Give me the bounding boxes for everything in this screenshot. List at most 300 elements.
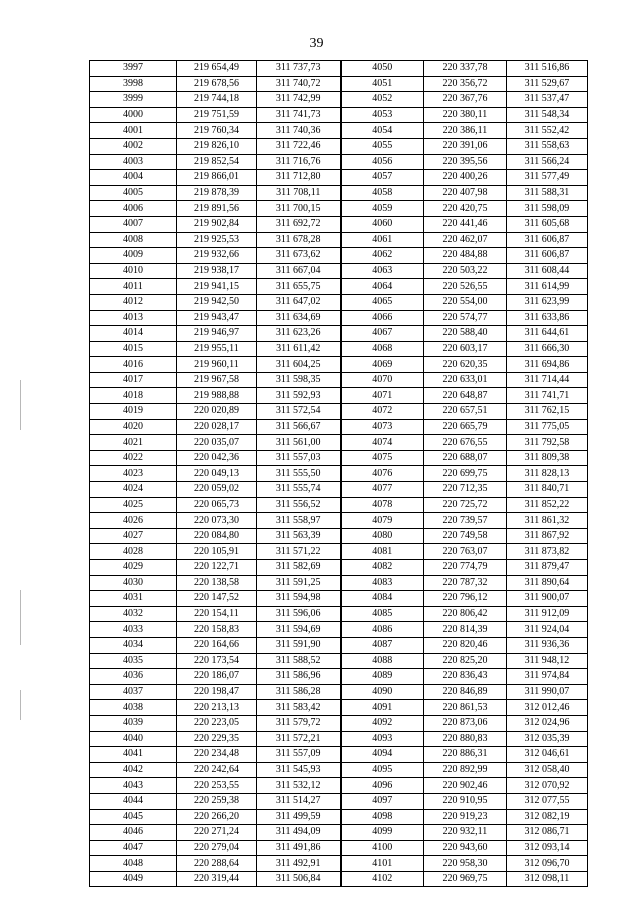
point-number-cell: 4025 xyxy=(90,497,177,513)
scan-margin-mark xyxy=(20,690,21,720)
y-coordinate-cell: 312 086,71 xyxy=(507,825,588,841)
x-coordinate-cell: 220 356,72 xyxy=(424,76,507,92)
y-coordinate-cell: 311 491,86 xyxy=(257,840,341,856)
x-coordinate-cell: 220 259,38 xyxy=(177,793,257,809)
point-number-cell: 4003 xyxy=(90,154,177,170)
table-row xyxy=(90,871,588,887)
y-coordinate-cell: 311 532,12 xyxy=(257,778,341,794)
y-coordinate-cell: 311 545,93 xyxy=(257,762,341,778)
x-coordinate-cell: 219 744,18 xyxy=(177,92,257,108)
y-coordinate-cell: 311 740,72 xyxy=(257,76,341,92)
x-coordinate-cell: 220 657,51 xyxy=(424,404,507,420)
x-coordinate-cell: 220 796,12 xyxy=(424,591,507,607)
table-row xyxy=(90,170,588,186)
x-coordinate-cell: 220 806,42 xyxy=(424,606,507,622)
table-row xyxy=(90,466,588,482)
y-coordinate-cell: 311 566,24 xyxy=(507,154,588,170)
x-coordinate-cell: 219 955,11 xyxy=(177,341,257,357)
x-coordinate-cell: 220 084,80 xyxy=(177,528,257,544)
x-coordinate-cell: 220 173,54 xyxy=(177,653,257,669)
y-coordinate-cell: 311 974,84 xyxy=(507,669,588,685)
y-coordinate-cell: 312 035,39 xyxy=(507,731,588,747)
y-coordinate-cell: 311 605,68 xyxy=(507,216,588,232)
table-row xyxy=(90,715,588,731)
table-row xyxy=(90,294,588,310)
point-number-cell: 4067 xyxy=(341,326,424,342)
point-number-cell: 4055 xyxy=(341,138,424,154)
x-coordinate-cell: 220 588,40 xyxy=(424,326,507,342)
y-coordinate-cell: 311 506,84 xyxy=(257,871,341,887)
point-number-cell: 4031 xyxy=(90,591,177,607)
y-coordinate-cell: 311 667,04 xyxy=(257,263,341,279)
y-coordinate-cell: 311 594,98 xyxy=(257,591,341,607)
point-number-cell: 4094 xyxy=(341,747,424,763)
table-row xyxy=(90,435,588,451)
y-coordinate-cell: 311 936,36 xyxy=(507,637,588,653)
page-number: 39 xyxy=(309,36,324,51)
point-number-cell: 4006 xyxy=(90,201,177,217)
x-coordinate-cell: 219 852,54 xyxy=(177,154,257,170)
x-coordinate-cell: 219 932,66 xyxy=(177,248,257,264)
table-row xyxy=(90,419,588,435)
y-coordinate-cell: 311 792,58 xyxy=(507,435,588,451)
point-number-cell: 4092 xyxy=(341,715,424,731)
y-coordinate-cell: 311 647,02 xyxy=(257,294,341,310)
table-row xyxy=(90,840,588,856)
y-coordinate-cell: 311 741,71 xyxy=(507,388,588,404)
table-row xyxy=(90,747,588,763)
x-coordinate-cell: 219 942,50 xyxy=(177,294,257,310)
point-number-cell: 4065 xyxy=(341,294,424,310)
x-coordinate-cell: 220 554,00 xyxy=(424,294,507,310)
table-row xyxy=(90,809,588,825)
y-coordinate-cell: 311 583,42 xyxy=(257,700,341,716)
point-number-cell: 4051 xyxy=(341,76,424,92)
x-coordinate-cell: 220 319,44 xyxy=(177,871,257,887)
coordinates-table xyxy=(89,60,588,887)
point-number-cell: 4077 xyxy=(341,482,424,498)
x-coordinate-cell: 220 391,06 xyxy=(424,138,507,154)
y-coordinate-cell: 311 591,25 xyxy=(257,575,341,591)
x-coordinate-cell: 220 213,13 xyxy=(177,700,257,716)
y-coordinate-cell: 311 577,49 xyxy=(507,170,588,186)
point-number-cell: 4100 xyxy=(341,840,424,856)
point-number-cell: 4072 xyxy=(341,404,424,420)
point-number-cell: 4008 xyxy=(90,232,177,248)
table-row xyxy=(90,388,588,404)
x-coordinate-cell: 220 919,23 xyxy=(424,809,507,825)
table-row xyxy=(90,622,588,638)
table-row xyxy=(90,263,588,279)
point-number-cell: 4098 xyxy=(341,809,424,825)
table-row xyxy=(90,856,588,872)
x-coordinate-cell: 219 902,84 xyxy=(177,216,257,232)
point-number-cell: 3999 xyxy=(90,92,177,108)
point-number-cell: 4021 xyxy=(90,435,177,451)
y-coordinate-cell: 311 633,86 xyxy=(507,310,588,326)
point-number-cell: 4034 xyxy=(90,637,177,653)
point-number-cell: 4073 xyxy=(341,419,424,435)
y-coordinate-cell: 311 809,38 xyxy=(507,450,588,466)
point-number-cell: 4076 xyxy=(341,466,424,482)
y-coordinate-cell: 311 861,32 xyxy=(507,513,588,529)
point-number-cell: 4032 xyxy=(90,606,177,622)
point-number-cell: 4040 xyxy=(90,731,177,747)
point-number-cell: 4075 xyxy=(341,450,424,466)
y-coordinate-cell: 311 694,86 xyxy=(507,357,588,373)
y-coordinate-cell: 311 655,75 xyxy=(257,279,341,295)
x-coordinate-cell: 220 620,35 xyxy=(424,357,507,373)
x-coordinate-cell: 220 886,31 xyxy=(424,747,507,763)
x-coordinate-cell: 220 234,48 xyxy=(177,747,257,763)
table-row xyxy=(90,482,588,498)
point-number-cell: 4074 xyxy=(341,435,424,451)
y-coordinate-cell: 311 614,99 xyxy=(507,279,588,295)
point-number-cell: 4007 xyxy=(90,216,177,232)
x-coordinate-cell: 220 484,88 xyxy=(424,248,507,264)
x-coordinate-cell: 220 386,11 xyxy=(424,123,507,139)
y-coordinate-cell: 311 692,72 xyxy=(257,216,341,232)
y-coordinate-cell: 311 867,92 xyxy=(507,528,588,544)
x-coordinate-cell: 220 725,72 xyxy=(424,497,507,513)
y-coordinate-cell: 311 598,09 xyxy=(507,201,588,217)
point-number-cell: 4020 xyxy=(90,419,177,435)
y-coordinate-cell: 311 494,09 xyxy=(257,825,341,841)
x-coordinate-cell: 220 676,55 xyxy=(424,435,507,451)
y-coordinate-cell: 311 666,30 xyxy=(507,341,588,357)
x-coordinate-cell: 220 242,64 xyxy=(177,762,257,778)
y-coordinate-cell: 311 608,44 xyxy=(507,263,588,279)
point-number-cell: 4099 xyxy=(341,825,424,841)
table-row xyxy=(90,404,588,420)
y-coordinate-cell: 311 588,31 xyxy=(507,185,588,201)
point-number-cell: 4052 xyxy=(341,92,424,108)
x-coordinate-cell: 220 367,76 xyxy=(424,92,507,108)
point-number-cell: 4081 xyxy=(341,544,424,560)
y-coordinate-cell: 311 537,47 xyxy=(507,92,588,108)
x-coordinate-cell: 220 395,56 xyxy=(424,154,507,170)
point-number-cell: 4091 xyxy=(341,700,424,716)
point-number-cell: 4010 xyxy=(90,263,177,279)
x-coordinate-cell: 220 154,11 xyxy=(177,606,257,622)
point-number-cell: 4012 xyxy=(90,294,177,310)
point-number-cell: 4049 xyxy=(90,871,177,887)
point-number-cell: 4024 xyxy=(90,482,177,498)
y-coordinate-cell: 311 606,87 xyxy=(507,232,588,248)
y-coordinate-cell: 311 611,42 xyxy=(257,341,341,357)
point-number-cell: 4064 xyxy=(341,279,424,295)
coordinates-table-body xyxy=(90,61,588,887)
point-number-cell: 4087 xyxy=(341,637,424,653)
point-number-cell: 4048 xyxy=(90,856,177,872)
y-coordinate-cell: 311 586,28 xyxy=(257,684,341,700)
point-number-cell: 4037 xyxy=(90,684,177,700)
x-coordinate-cell: 219 826,10 xyxy=(177,138,257,154)
point-number-cell: 4093 xyxy=(341,731,424,747)
x-coordinate-cell: 220 407,98 xyxy=(424,185,507,201)
point-number-cell: 4044 xyxy=(90,793,177,809)
x-coordinate-cell: 220 943,60 xyxy=(424,840,507,856)
y-coordinate-cell: 311 572,54 xyxy=(257,404,341,420)
point-number-cell: 4030 xyxy=(90,575,177,591)
point-number-cell: 4089 xyxy=(341,669,424,685)
x-coordinate-cell: 220 873,06 xyxy=(424,715,507,731)
table-row xyxy=(90,201,588,217)
table-row xyxy=(90,372,588,388)
x-coordinate-cell: 220 158,83 xyxy=(177,622,257,638)
table-row xyxy=(90,185,588,201)
x-coordinate-cell: 220 814,39 xyxy=(424,622,507,638)
scan-margin-mark xyxy=(20,590,21,645)
x-coordinate-cell: 220 820,46 xyxy=(424,637,507,653)
x-coordinate-cell: 220 892,99 xyxy=(424,762,507,778)
y-coordinate-cell: 311 948,12 xyxy=(507,653,588,669)
table-row xyxy=(90,123,588,139)
y-coordinate-cell: 311 555,74 xyxy=(257,482,341,498)
x-coordinate-cell: 219 941,15 xyxy=(177,279,257,295)
x-coordinate-cell: 220 253,55 xyxy=(177,778,257,794)
point-number-cell: 4054 xyxy=(341,123,424,139)
point-number-cell: 4078 xyxy=(341,497,424,513)
x-coordinate-cell: 220 969,75 xyxy=(424,871,507,887)
table-row xyxy=(90,513,588,529)
point-number-cell: 4059 xyxy=(341,201,424,217)
point-number-cell: 4080 xyxy=(341,528,424,544)
y-coordinate-cell: 311 604,25 xyxy=(257,357,341,373)
point-number-cell: 4043 xyxy=(90,778,177,794)
y-coordinate-cell: 311 700,15 xyxy=(257,201,341,217)
point-number-cell: 4046 xyxy=(90,825,177,841)
x-coordinate-cell: 220 288,64 xyxy=(177,856,257,872)
table-row xyxy=(90,76,588,92)
y-coordinate-cell: 311 873,82 xyxy=(507,544,588,560)
y-coordinate-cell: 311 644,61 xyxy=(507,326,588,342)
point-number-cell: 4038 xyxy=(90,700,177,716)
x-coordinate-cell: 220 846,89 xyxy=(424,684,507,700)
y-coordinate-cell: 311 840,71 xyxy=(507,482,588,498)
point-number-cell: 4090 xyxy=(341,684,424,700)
point-number-cell: 4101 xyxy=(341,856,424,872)
x-coordinate-cell: 220 337,78 xyxy=(424,61,507,77)
point-number-cell: 4001 xyxy=(90,123,177,139)
y-coordinate-cell: 311 708,11 xyxy=(257,185,341,201)
x-coordinate-cell: 219 988,88 xyxy=(177,388,257,404)
y-coordinate-cell: 311 555,50 xyxy=(257,466,341,482)
table-row xyxy=(90,248,588,264)
point-number-cell: 4083 xyxy=(341,575,424,591)
point-number-cell: 4039 xyxy=(90,715,177,731)
point-number-cell: 4053 xyxy=(341,107,424,123)
x-coordinate-cell: 220 787,32 xyxy=(424,575,507,591)
table-row xyxy=(90,669,588,685)
y-coordinate-cell: 311 586,96 xyxy=(257,669,341,685)
x-coordinate-cell: 220 271,24 xyxy=(177,825,257,841)
table-row xyxy=(90,138,588,154)
point-number-cell: 4023 xyxy=(90,466,177,482)
point-number-cell: 4062 xyxy=(341,248,424,264)
x-coordinate-cell: 220 049,13 xyxy=(177,466,257,482)
point-number-cell: 4070 xyxy=(341,372,424,388)
y-coordinate-cell: 311 828,13 xyxy=(507,466,588,482)
point-number-cell: 4041 xyxy=(90,747,177,763)
table-row xyxy=(90,154,588,170)
point-number-cell: 4011 xyxy=(90,279,177,295)
y-coordinate-cell: 311 516,86 xyxy=(507,61,588,77)
point-number-cell: 4068 xyxy=(341,341,424,357)
y-coordinate-cell: 311 566,67 xyxy=(257,419,341,435)
point-number-cell: 4029 xyxy=(90,560,177,576)
x-coordinate-cell: 219 943,47 xyxy=(177,310,257,326)
y-coordinate-cell: 311 571,22 xyxy=(257,544,341,560)
x-coordinate-cell: 220 503,22 xyxy=(424,263,507,279)
x-coordinate-cell: 220 932,11 xyxy=(424,825,507,841)
x-coordinate-cell: 220 147,52 xyxy=(177,591,257,607)
y-coordinate-cell: 311 740,36 xyxy=(257,123,341,139)
table-row xyxy=(90,731,588,747)
point-number-cell: 4050 xyxy=(341,61,424,77)
point-number-cell: 4058 xyxy=(341,185,424,201)
y-coordinate-cell: 312 098,11 xyxy=(507,871,588,887)
x-coordinate-cell: 219 938,17 xyxy=(177,263,257,279)
x-coordinate-cell: 219 678,56 xyxy=(177,76,257,92)
table-row xyxy=(90,637,588,653)
table-row xyxy=(90,61,588,77)
y-coordinate-cell: 311 678,28 xyxy=(257,232,341,248)
y-coordinate-cell: 311 596,06 xyxy=(257,606,341,622)
table-row xyxy=(90,793,588,809)
y-coordinate-cell: 311 557,03 xyxy=(257,450,341,466)
x-coordinate-cell: 220 400,26 xyxy=(424,170,507,186)
point-number-cell: 4042 xyxy=(90,762,177,778)
x-coordinate-cell: 219 751,59 xyxy=(177,107,257,123)
x-coordinate-cell: 219 891,56 xyxy=(177,201,257,217)
x-coordinate-cell: 220 059,02 xyxy=(177,482,257,498)
y-coordinate-cell: 311 714,44 xyxy=(507,372,588,388)
y-coordinate-cell: 311 716,76 xyxy=(257,154,341,170)
scan-margin-mark xyxy=(20,380,21,430)
x-coordinate-cell: 220 603,17 xyxy=(424,341,507,357)
point-number-cell: 4013 xyxy=(90,310,177,326)
y-coordinate-cell: 311 634,69 xyxy=(257,310,341,326)
x-coordinate-cell: 220 186,07 xyxy=(177,669,257,685)
table-row xyxy=(90,544,588,560)
x-coordinate-cell: 220 880,83 xyxy=(424,731,507,747)
table-row xyxy=(90,497,588,513)
y-coordinate-cell: 311 737,73 xyxy=(257,61,341,77)
x-coordinate-cell: 219 760,34 xyxy=(177,123,257,139)
y-coordinate-cell: 311 492,91 xyxy=(257,856,341,872)
x-coordinate-cell: 219 866,01 xyxy=(177,170,257,186)
table-row xyxy=(90,575,588,591)
point-number-cell: 4079 xyxy=(341,513,424,529)
x-coordinate-cell: 220 138,58 xyxy=(177,575,257,591)
x-coordinate-cell: 220 223,05 xyxy=(177,715,257,731)
point-number-cell: 4005 xyxy=(90,185,177,201)
point-number-cell: 4035 xyxy=(90,653,177,669)
x-coordinate-cell: 220 774,79 xyxy=(424,560,507,576)
y-coordinate-cell: 311 558,97 xyxy=(257,513,341,529)
x-coordinate-cell: 219 925,53 xyxy=(177,232,257,248)
table-row xyxy=(90,357,588,373)
y-coordinate-cell: 311 722,46 xyxy=(257,138,341,154)
table-row xyxy=(90,778,588,794)
y-coordinate-cell: 312 093,14 xyxy=(507,840,588,856)
x-coordinate-cell: 220 763,07 xyxy=(424,544,507,560)
y-coordinate-cell: 311 591,90 xyxy=(257,637,341,653)
x-coordinate-cell: 220 648,87 xyxy=(424,388,507,404)
point-number-cell: 4019 xyxy=(90,404,177,420)
x-coordinate-cell: 220 825,20 xyxy=(424,653,507,669)
table-row xyxy=(90,450,588,466)
point-number-cell: 4056 xyxy=(341,154,424,170)
table-row xyxy=(90,216,588,232)
y-coordinate-cell: 311 673,62 xyxy=(257,248,341,264)
x-coordinate-cell: 220 229,35 xyxy=(177,731,257,747)
table-row xyxy=(90,653,588,669)
x-coordinate-cell: 220 266,20 xyxy=(177,809,257,825)
point-number-cell: 4002 xyxy=(90,138,177,154)
point-number-cell: 4069 xyxy=(341,357,424,373)
point-number-cell: 4047 xyxy=(90,840,177,856)
y-coordinate-cell: 311 514,27 xyxy=(257,793,341,809)
point-number-cell: 4000 xyxy=(90,107,177,123)
y-coordinate-cell: 311 990,07 xyxy=(507,684,588,700)
table-row xyxy=(90,279,588,295)
x-coordinate-cell: 220 020,89 xyxy=(177,404,257,420)
table-row xyxy=(90,591,588,607)
table-row xyxy=(90,107,588,123)
x-coordinate-cell: 220 910,95 xyxy=(424,793,507,809)
x-coordinate-cell: 220 712,35 xyxy=(424,482,507,498)
point-number-cell: 4060 xyxy=(341,216,424,232)
x-coordinate-cell: 220 420,75 xyxy=(424,201,507,217)
point-number-cell: 4095 xyxy=(341,762,424,778)
x-coordinate-cell: 220 164,66 xyxy=(177,637,257,653)
table-row xyxy=(90,310,588,326)
y-coordinate-cell: 311 912,09 xyxy=(507,606,588,622)
table-row xyxy=(90,560,588,576)
y-coordinate-cell: 312 046,61 xyxy=(507,747,588,763)
point-number-cell: 4085 xyxy=(341,606,424,622)
y-coordinate-cell: 311 598,35 xyxy=(257,372,341,388)
y-coordinate-cell: 311 900,07 xyxy=(507,591,588,607)
y-coordinate-cell: 311 592,93 xyxy=(257,388,341,404)
x-coordinate-cell: 220 035,07 xyxy=(177,435,257,451)
table-row xyxy=(90,326,588,342)
y-coordinate-cell: 312 082,19 xyxy=(507,809,588,825)
point-number-cell: 4084 xyxy=(341,591,424,607)
y-coordinate-cell: 311 579,72 xyxy=(257,715,341,731)
y-coordinate-cell: 311 556,52 xyxy=(257,497,341,513)
point-number-cell: 4071 xyxy=(341,388,424,404)
y-coordinate-cell: 311 623,99 xyxy=(507,294,588,310)
point-number-cell: 4022 xyxy=(90,450,177,466)
y-coordinate-cell: 311 582,69 xyxy=(257,560,341,576)
x-coordinate-cell: 220 042,36 xyxy=(177,450,257,466)
x-coordinate-cell: 219 967,58 xyxy=(177,372,257,388)
point-number-cell: 4004 xyxy=(90,170,177,186)
x-coordinate-cell: 220 902,46 xyxy=(424,778,507,794)
y-coordinate-cell: 311 572,21 xyxy=(257,731,341,747)
point-number-cell: 4027 xyxy=(90,528,177,544)
table-row xyxy=(90,762,588,778)
y-coordinate-cell: 312 024,96 xyxy=(507,715,588,731)
table-row xyxy=(90,232,588,248)
table-row xyxy=(90,606,588,622)
x-coordinate-cell: 220 958,30 xyxy=(424,856,507,872)
point-number-cell: 4061 xyxy=(341,232,424,248)
point-number-cell: 4017 xyxy=(90,372,177,388)
